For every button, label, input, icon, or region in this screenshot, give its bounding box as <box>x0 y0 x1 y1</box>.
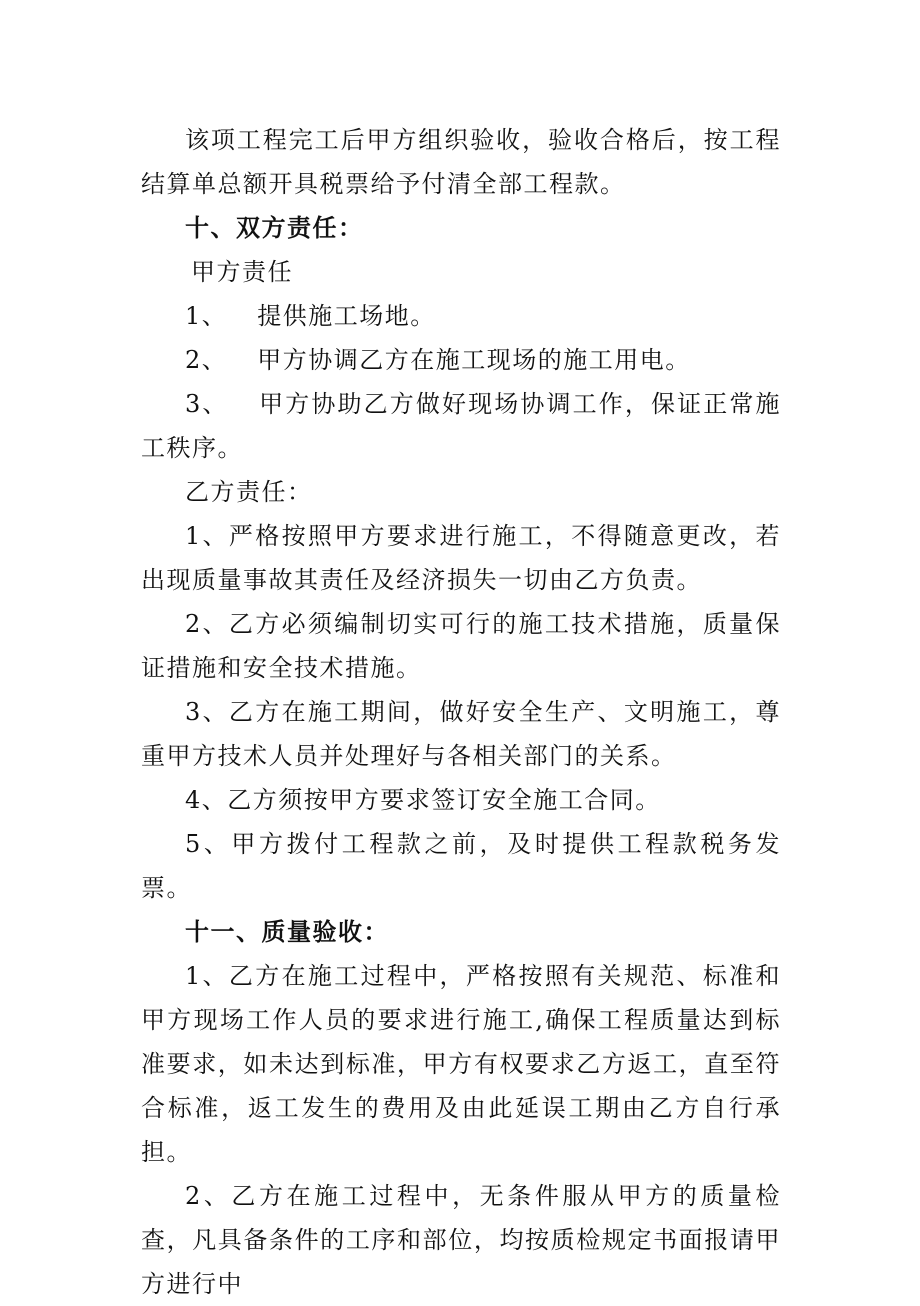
quality-item-1: 1、乙方在施工过程中，严格按照有关规范、标准和甲方现场工作人员的要求进行施工,确保工程质量达到标准要求，如未达到标准，甲方有权要求乙方返工，直至符合标准，返工发生的费用及由此延误工期由乙方自行承担。 <box>141 962 781 1166</box>
party-a-item-3 <box>141 382 781 470</box>
document-body <box>141 118 781 1306</box>
item-text: 甲方协助乙方做好现场协调工作，保证正常施工秩序。 <box>141 390 782 462</box>
party-b-item-3: 3、乙方在施工期间，做好安全生产、文明施工，尊重甲方技术人员并处理好与各相关部门的关系。 <box>141 698 781 770</box>
item-number: 1、 <box>185 302 228 330</box>
party-b-item-4: 4、乙方须按甲方要求签订安全施工合同。 <box>185 786 661 814</box>
party-a-title: 甲方责任 <box>191 258 293 286</box>
item-text: 甲方协调乙方在施工现场的施工用电。 <box>257 346 691 374</box>
payment-paragraph: 该项工程完工后甲方组织验收，验收合格后，按工程结算单总额开具税票给予付清全部工程款。 <box>141 126 781 198</box>
party-b-title: 乙方责任： <box>185 478 313 506</box>
item-number: 3、 <box>185 390 229 418</box>
section-heading-quality: 十一、质量验收： <box>185 917 389 946</box>
item-number: 2、 <box>185 346 228 374</box>
party-b-item-1: 1、严格按照甲方要求进行施工，不得随意更改，若出现质量事故其责任及经济损失一切由乙方负责。 <box>141 522 781 594</box>
item-text: 提供施工场地。 <box>257 302 436 330</box>
party-b-item-2: 2、乙方必须编制切实可行的施工技术措施，质量保证措施和安全技术措施。 <box>141 610 781 682</box>
party-a-item-1 <box>141 294 781 338</box>
party-a-item-2 <box>141 338 781 382</box>
quality-item-2: 2、乙方在施工过程中，无条件服从甲方的质量检查，凡具备条件的工序和部位，均按质检规定书面报请甲方进行中 <box>141 1182 781 1298</box>
party-b-item-5: 5、甲方拨付工程款之前，及时提供工程款税务发票。 <box>141 830 781 902</box>
section-heading-responsibilities: 十、双方责任： <box>185 213 364 242</box>
